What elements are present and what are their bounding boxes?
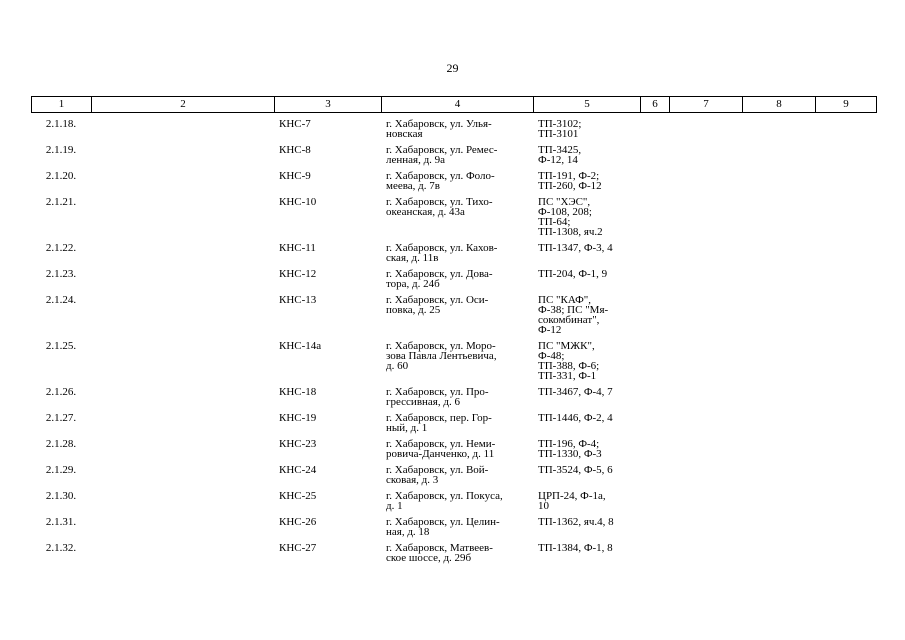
- row-number-text: 2.1.18.: [45, 118, 77, 130]
- row-col6: [640, 439, 669, 465]
- header-cell: 3: [275, 97, 382, 113]
- row-col8: [742, 341, 815, 387]
- power-supply-text: ТП-191, Ф-2; ТП-260, Ф-12: [538, 170, 602, 192]
- row-col9: [815, 413, 876, 439]
- row-col9: [815, 119, 876, 145]
- row-number: [31, 269, 91, 295]
- row-col7: [669, 145, 742, 171]
- power-supply-text: ЦРП-24, Ф-1а, 10: [538, 490, 606, 512]
- power-supply: [533, 119, 640, 145]
- power-supply-text: ПС "ХЭС", Ф-108, 208; ТП-64; ТП-1308, яч.2: [538, 196, 603, 238]
- row-col9: [815, 465, 876, 491]
- station-name: [274, 341, 381, 387]
- power-supply: [533, 243, 640, 269]
- row-number: [31, 543, 91, 569]
- row-col7: [669, 341, 742, 387]
- station-name: [274, 295, 381, 341]
- power-supply: [533, 491, 640, 517]
- row-col9: [815, 295, 876, 341]
- power-supply: [533, 413, 640, 439]
- row-number-text: 2.1.24.: [45, 294, 77, 306]
- row-col2: [91, 465, 274, 491]
- row-col6: [640, 243, 669, 269]
- station-address: [381, 295, 533, 341]
- row-col2: [91, 295, 274, 341]
- station-name: [274, 543, 381, 569]
- station-name: [274, 197, 381, 243]
- row-col8: [742, 465, 815, 491]
- power-supply-text: ТП-1347, Ф-3, 4: [538, 242, 613, 254]
- table-row: [31, 387, 876, 413]
- row-col2: [91, 145, 274, 171]
- station-address: [381, 413, 533, 439]
- station-address: [381, 543, 533, 569]
- row-col8: [742, 295, 815, 341]
- row-number: [31, 465, 91, 491]
- station-address-text: г. Хабаровск, ул. Покуса, д. 1: [386, 490, 503, 512]
- station-name: [274, 269, 381, 295]
- row-col8: [742, 517, 815, 543]
- station-address-text: г. Хабаровск, ул. Фоло- меева, д. 7в: [386, 170, 495, 192]
- row-number-text: 2.1.23.: [45, 268, 77, 280]
- power-supply-text: ПС "КАФ", Ф-38; ПС "Мя- сокомбинат", Ф-12: [538, 294, 609, 336]
- table-row: [31, 171, 876, 197]
- station-name: [274, 243, 381, 269]
- table-row: [31, 465, 876, 491]
- power-supply: [533, 387, 640, 413]
- station-name: [274, 413, 381, 439]
- header-cell: 5: [534, 97, 641, 113]
- table-row: [31, 491, 876, 517]
- station-name-text: КНС-26: [279, 516, 317, 528]
- power-supply: [533, 269, 640, 295]
- station-name-text: КНС-18: [279, 386, 317, 398]
- row-number-text: 2.1.28.: [45, 438, 77, 450]
- table-row: [31, 295, 876, 341]
- row-col6: [640, 341, 669, 387]
- row-col6: [640, 171, 669, 197]
- row-number-text: 2.1.21.: [45, 196, 77, 208]
- table-row: [31, 269, 876, 295]
- row-col9: [815, 491, 876, 517]
- row-col8: [742, 243, 815, 269]
- row-col7: [669, 243, 742, 269]
- station-name-text: КНС-11: [279, 242, 316, 254]
- row-col9: [815, 387, 876, 413]
- table-row: [31, 243, 876, 269]
- row-number: [31, 491, 91, 517]
- row-number-text: 2.1.29.: [45, 464, 77, 476]
- station-address-text: г. Хабаровск, ул. Оси- повка, д. 25: [386, 294, 489, 316]
- row-col9: [815, 243, 876, 269]
- power-supply-text: ПС "МЖК", Ф-48; ТП-388, Ф-6; ТП-331, Ф-1: [538, 340, 600, 382]
- row-col9: [815, 439, 876, 465]
- station-address-text: г. Хабаровск, ул. Целин- ная, д. 18: [386, 516, 500, 538]
- power-supply-text: ТП-3102; ТП-3101: [538, 118, 582, 140]
- station-address: [381, 171, 533, 197]
- row-col8: [742, 439, 815, 465]
- station-address-text: г. Хабаровск, ул. Кахов- ская, д. 11в: [386, 242, 498, 264]
- row-col9: [815, 145, 876, 171]
- header-cell: 8: [743, 97, 816, 113]
- row-col2: [91, 243, 274, 269]
- row-col6: [640, 517, 669, 543]
- row-number-text: 2.1.32.: [45, 542, 77, 554]
- station-address-text: г. Хабаровск, пер. Гор- ный, д. 1: [386, 412, 492, 434]
- station-address: [381, 465, 533, 491]
- page-number: 29: [446, 61, 459, 75]
- header-cell: 1: [32, 97, 92, 113]
- power-supply-text: ТП-1384, Ф-1, 8: [538, 542, 613, 554]
- station-address: [381, 491, 533, 517]
- power-supply-text: ТП-196, Ф-4; ТП-1330, Ф-3: [538, 438, 602, 460]
- table-row: [31, 341, 876, 387]
- row-col7: [669, 413, 742, 439]
- station-name-text: КНС-7: [279, 118, 311, 130]
- station-name: [274, 517, 381, 543]
- station-address: [381, 243, 533, 269]
- row-number: [31, 387, 91, 413]
- station-name-text: КНС-10: [279, 196, 317, 208]
- row-col8: [742, 119, 815, 145]
- row-col7: [669, 197, 742, 243]
- row-col6: [640, 269, 669, 295]
- row-col7: [669, 465, 742, 491]
- row-number: [31, 439, 91, 465]
- power-supply: [533, 439, 640, 465]
- table-header: [31, 96, 877, 113]
- row-col2: [91, 517, 274, 543]
- row-number-text: 2.1.31.: [45, 516, 77, 528]
- row-col2: [91, 387, 274, 413]
- station-address: [381, 439, 533, 465]
- station-address: [381, 517, 533, 543]
- row-col2: [91, 341, 274, 387]
- header-cell: 4: [382, 97, 534, 113]
- power-supply-text: ТП-3524, Ф-5, 6: [538, 464, 613, 476]
- row-col2: [91, 413, 274, 439]
- header-cell: 9: [816, 97, 877, 113]
- station-address: [381, 341, 533, 387]
- power-supply: [533, 517, 640, 543]
- row-col9: [815, 543, 876, 569]
- station-name: [274, 171, 381, 197]
- row-number: [31, 197, 91, 243]
- station-name-text: КНС-27: [279, 542, 317, 554]
- row-col2: [91, 171, 274, 197]
- row-col6: [640, 491, 669, 517]
- row-col8: [742, 171, 815, 197]
- station-name-text: КНС-13: [279, 294, 317, 306]
- row-number-text: 2.1.20.: [45, 170, 77, 182]
- station-name-text: КНС-14а: [279, 340, 322, 352]
- row-number-text: 2.1.19.: [45, 144, 77, 156]
- station-name-text: КНС-8: [279, 144, 311, 156]
- power-supply: [533, 197, 640, 243]
- row-number-text: 2.1.27.: [45, 412, 77, 424]
- power-supply: [533, 171, 640, 197]
- station-address-text: г. Хабаровск, ул. Ремес- ленная, д. 9а: [386, 144, 498, 166]
- station-address-text: г. Хабаровск, Матвеев- ское шоссе, д. 29б: [386, 542, 493, 564]
- station-name-text: КНС-12: [279, 268, 317, 280]
- table-row: [31, 145, 876, 171]
- row-col7: [669, 269, 742, 295]
- row-col6: [640, 465, 669, 491]
- header-cell: 6: [641, 97, 670, 113]
- station-name-text: КНС-25: [279, 490, 317, 502]
- row-col2: [91, 119, 274, 145]
- row-col2: [91, 543, 274, 569]
- row-number-text: 2.1.26.: [45, 386, 77, 398]
- row-col7: [669, 387, 742, 413]
- table-row: [31, 517, 876, 543]
- table-row: [31, 119, 876, 145]
- row-number-text: 2.1.25.: [45, 340, 77, 352]
- station-address-text: г. Хабаровск, ул. Про- грессивная, д. 6: [386, 386, 489, 408]
- power-supply: [533, 543, 640, 569]
- power-supply: [533, 341, 640, 387]
- station-name: [274, 439, 381, 465]
- row-col9: [815, 269, 876, 295]
- power-supply-text: ТП-3425, Ф-12, 14: [538, 144, 582, 166]
- row-col6: [640, 145, 669, 171]
- row-col6: [640, 119, 669, 145]
- row-col6: [640, 413, 669, 439]
- table-row: [31, 439, 876, 465]
- row-col7: [669, 295, 742, 341]
- station-address-text: г. Хабаровск, ул. Дова- тора, д. 24б: [386, 268, 493, 290]
- station-address-text: г. Хабаровск, ул. Тихо- океанская, д. 43а: [386, 196, 493, 218]
- header-cell: 7: [670, 97, 743, 113]
- row-number: [31, 119, 91, 145]
- row-number: [31, 295, 91, 341]
- row-col9: [815, 171, 876, 197]
- power-supply-text: ТП-1446, Ф-2, 4: [538, 412, 613, 424]
- row-col2: [91, 491, 274, 517]
- row-col9: [815, 517, 876, 543]
- row-col2: [91, 439, 274, 465]
- table-body: [31, 119, 876, 569]
- station-address: [381, 387, 533, 413]
- table-row: [31, 197, 876, 243]
- row-number-text: 2.1.22.: [45, 242, 77, 254]
- row-number: [31, 413, 91, 439]
- station-address: [381, 145, 533, 171]
- power-supply-text: ТП-204, Ф-1, 9: [538, 268, 608, 280]
- power-supply: [533, 465, 640, 491]
- row-col6: [640, 387, 669, 413]
- row-col2: [91, 197, 274, 243]
- station-name: [274, 145, 381, 171]
- row-col8: [742, 269, 815, 295]
- station-name: [274, 387, 381, 413]
- row-col8: [742, 197, 815, 243]
- table-row: [31, 413, 876, 439]
- row-col8: [742, 145, 815, 171]
- station-name: [274, 491, 381, 517]
- power-supply: [533, 145, 640, 171]
- station-address: [381, 119, 533, 145]
- station-address-text: г. Хабаровск, ул. Улья- новская: [386, 118, 492, 140]
- row-col8: [742, 543, 815, 569]
- row-col7: [669, 491, 742, 517]
- row-number: [31, 171, 91, 197]
- row-number: [31, 145, 91, 171]
- station-address: [381, 269, 533, 295]
- row-col6: [640, 197, 669, 243]
- row-col7: [669, 517, 742, 543]
- station-address-text: г. Хабаровск, ул. Вой- сковая, д. 3: [386, 464, 489, 486]
- station-address-text: г. Хабаровск, ул. Моро- зова Павла Лентьевича, д. 60: [386, 340, 497, 372]
- station-name-text: КНС-24: [279, 464, 317, 476]
- row-number: [31, 243, 91, 269]
- station-address: [381, 197, 533, 243]
- station-name-text: КНС-9: [279, 170, 311, 182]
- power-supply-text: ТП-1362, яч.4, 8: [538, 516, 614, 528]
- row-col7: [669, 439, 742, 465]
- power-supply: [533, 295, 640, 341]
- station-name-text: КНС-23: [279, 438, 317, 450]
- row-number: [31, 517, 91, 543]
- row-col8: [742, 387, 815, 413]
- row-col9: [815, 341, 876, 387]
- row-col8: [742, 491, 815, 517]
- station-name-text: КНС-19: [279, 412, 317, 424]
- row-col7: [669, 119, 742, 145]
- power-supply-text: ТП-3467, Ф-4, 7: [538, 386, 613, 398]
- row-number: [31, 341, 91, 387]
- row-col6: [640, 295, 669, 341]
- row-col6: [640, 543, 669, 569]
- header-cell: 2: [92, 97, 275, 113]
- row-col7: [669, 171, 742, 197]
- station-address-text: г. Хабаровск, ул. Неми- ровича-Данченко, д. 11: [386, 438, 496, 460]
- row-col7: [669, 543, 742, 569]
- row-col8: [742, 413, 815, 439]
- row-number-text: 2.1.30.: [45, 490, 77, 502]
- row-col9: [815, 197, 876, 243]
- table-row: [31, 543, 876, 569]
- station-name: [274, 119, 381, 145]
- station-name: [274, 465, 381, 491]
- row-col2: [91, 269, 274, 295]
